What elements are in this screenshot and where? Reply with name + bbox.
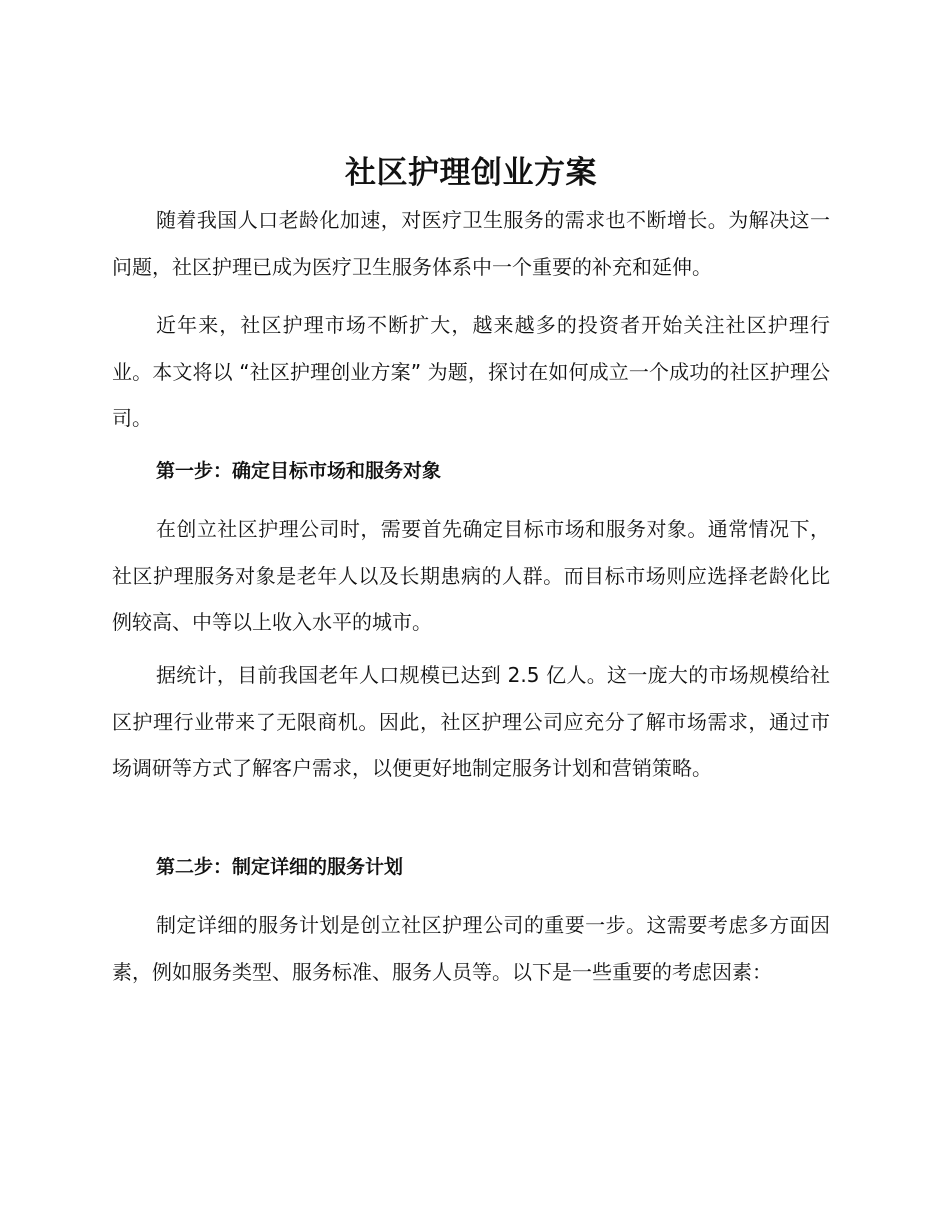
document-title: 社区护理创业方案	[345, 155, 597, 191]
intro-paragraph-1: 随着我国人口老龄化加速，对医疗卫生服务的需求也不断增长。为解决这一问题，社区护理已成为医疗卫生服务体系中一个重要的补充和延伸。	[112, 208, 830, 279]
section-2-paragraph-1: 制定详细的服务计划是创立社区护理公司的重要一步。这需要考虑多方面因素，例如服务类型、服务标准、服务人员等。以下是一些重要的考虑因素：	[112, 913, 830, 984]
section-heading-step-2: 第二步：制定详细的服务计划	[156, 856, 404, 878]
section-heading-step-1: 第一步：确定目标市场和服务对象	[156, 460, 442, 482]
section-1-paragraph-2: 据统计，目前我国老年人口规模已达到 2.5 亿人。这一庞大的市场规模给社区护理行业带来了无限商机。因此，社区护理公司应充分了解市场需求，通过市场调研等方式了解客户需求，以便更好地制定服务计划和营销策略。	[112, 663, 830, 780]
intro-paragraph-2: 近年来，社区护理市场不断扩大，越来越多的投资者开始关注社区护理行业。本文将以 “社区护理创业方案” 为题，探讨在如何成立一个成功的社区护理公司。	[112, 313, 830, 430]
section-1-paragraph-1: 在创立社区护理公司时，需要首先确定目标市场和服务对象。通常情况下，社区护理服务对象是老年人以及长期患病的人群。而目标市场则应选择老龄化比例较高、中等以上收入水平的城市。	[112, 517, 830, 634]
